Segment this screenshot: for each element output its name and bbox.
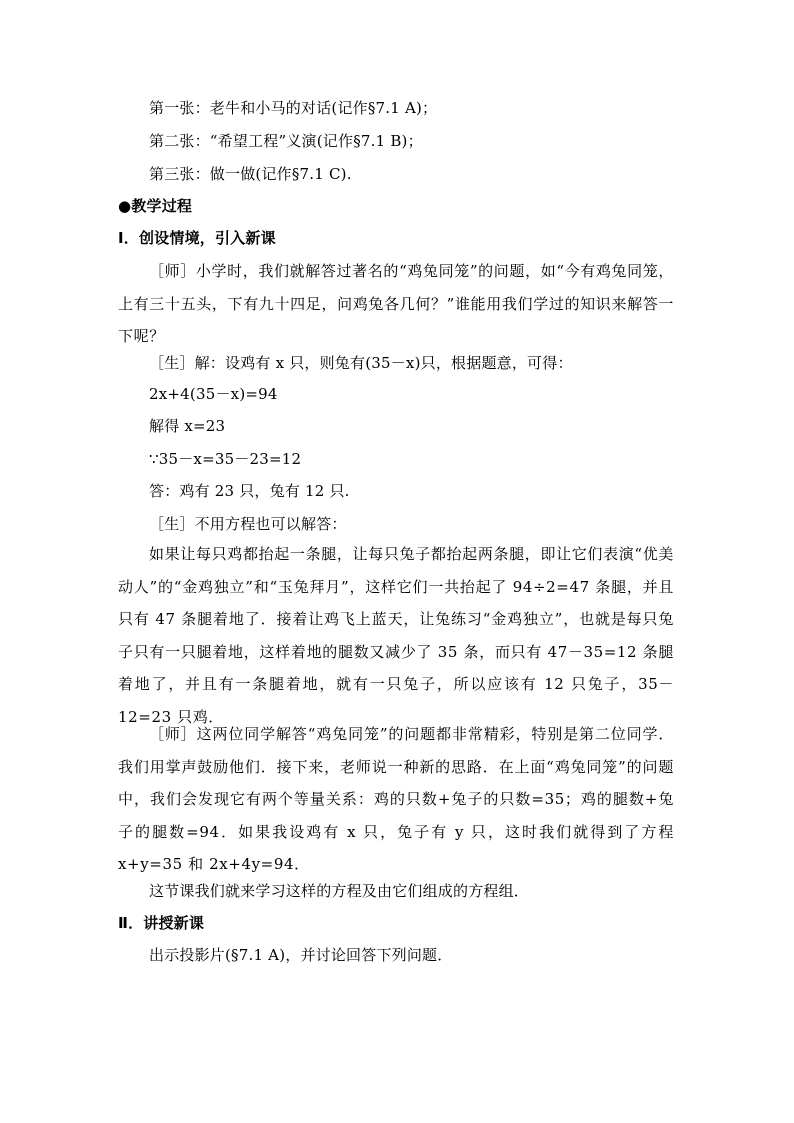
teacher-question-paragraph: ［师］小学时，我们就解答过著名的“鸡兔同笼”的问题，如“今有鸡兔同笼，上有三十五头，下有九十四足，问鸡兔各几何？”谁能用我们学过的知识来解答一下呢？ [118, 262, 674, 345]
equation-line-2: 解得 x=23 [149, 417, 226, 435]
equation-line-1: 2x+4(35－x)=94 [149, 385, 278, 403]
card-2-line: 第二张：“希望工程”义演(记作§7.1 B)； [149, 132, 423, 150]
teacher-new-idea-paragraph: ［师］这两位同学解答“鸡兔同笼”的问题都非常精彩，特别是第二位同学．我们用掌声鼓励他们．接下来，老师说一种新的思路．在上面“鸡兔同笼”的问题中，我们会发现它有两个等量关系：鸡的只数+兔子的只数=35；鸡的腿数+兔子的腿数=94．如果我设鸡有 x 只，兔子有 y 只，这时我们就得到了方程 x+y=35 和 2x+4y=94． [118, 725, 674, 873]
teaching-process-heading: ●教学过程 [118, 197, 193, 215]
card-1-line: 第一张：老牛和小马的对话(记作§7.1 A)； [149, 99, 438, 117]
student-solution-line: ［生］解：设鸡有 x 只，则兔有(35－x)只，根据题意，可得： [149, 354, 573, 372]
card-3-line: 第三张：做一做(记作§7.1 C). [149, 165, 352, 183]
lesson-intro-line: 这节课我们就来学习这样的方程及由它们组成的方程组． [149, 882, 530, 900]
show-slide-line: 出示投影片(§7.1 A)，并讨论回答下列问题． [149, 946, 453, 964]
section-2-heading: Ⅱ．讲授新课 [118, 914, 205, 932]
student-2-line: ［生］不用方程也可以解答： [149, 515, 347, 533]
section-1-heading: Ⅰ．创设情境，引入新课 [118, 229, 276, 247]
answer-line: 答：鸡有 23 只，兔有 12 只. [149, 482, 350, 500]
explanation-paragraph: 如果让每只鸡都抬起一条腿，让每只兔子都抬起两条腿，即让它们表演“优美动人”的“金鸡独立”和“玉兔拜月”，这样它们一共抬起了 94÷2=47 条腿，并且只有 47 条腿着地了．接着让鸡飞上蓝天，让兔练习“金鸡独立”，也就是每只兔子只有一只腿着地，这样着地的腿数又减少了 35 条，而只有 47－35=12 条腿着地了，并且有一条腿着地，就有一只兔子，所以应该有 12 只兔子，35－12=23 只鸡． [118, 545, 674, 726]
equation-line-3: ∵35－x=35－23=12 [149, 450, 302, 468]
